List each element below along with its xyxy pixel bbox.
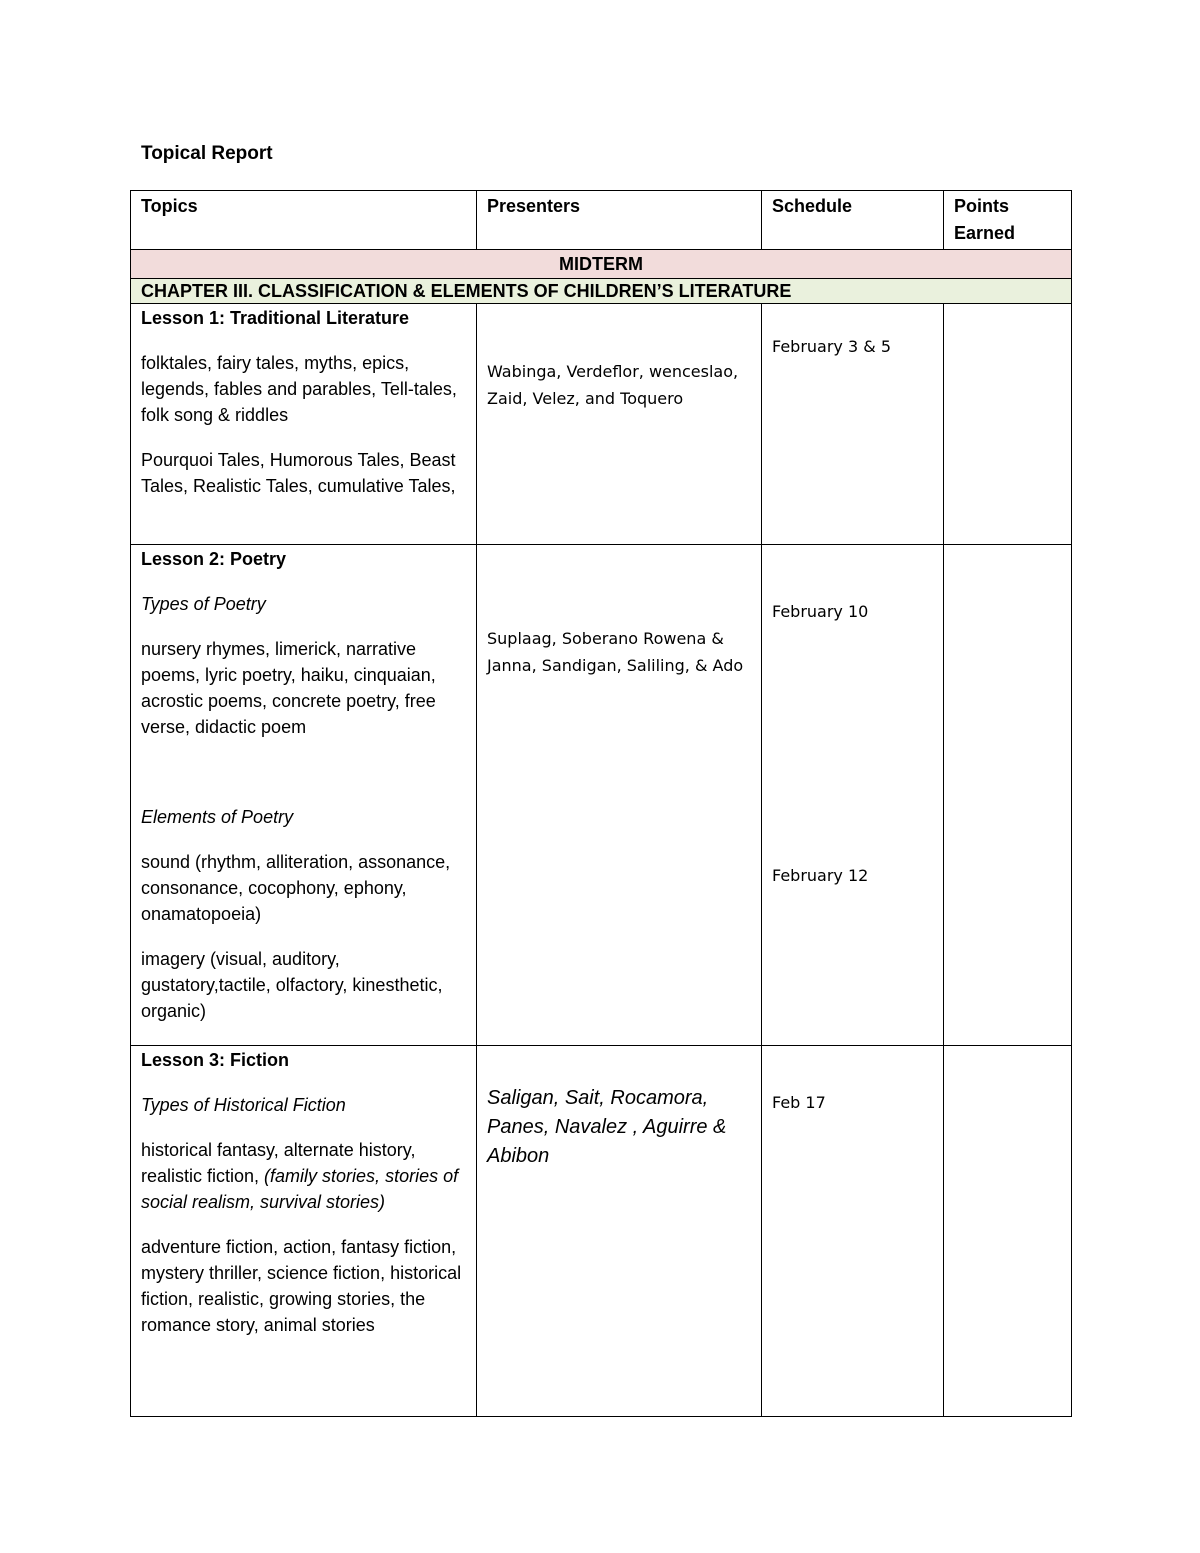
schedule-text: February 3 & 5	[772, 337, 891, 356]
presenters-cell	[477, 545, 762, 1046]
schedule-cell	[762, 1046, 944, 1417]
points-cell	[944, 1046, 1072, 1417]
topic-text: nursery rhymes, limerick, narrative poems, lyric poetry, haiku, cinquaian, acrostic poems, concrete poetry, free verse, didactic poem	[141, 639, 436, 737]
table-row	[131, 1046, 1072, 1417]
term-label: MIDTERM	[131, 250, 1072, 279]
topical-report-table	[130, 190, 1072, 1417]
subheading: Elements of Poetry	[141, 807, 294, 827]
header-topics: Topics	[131, 191, 477, 250]
chapter-label: CHAPTER III. CLASSIFICATION & ELEMENTS OF CHILDREN’S LITERATURE	[131, 279, 1072, 304]
term-row	[131, 250, 1072, 279]
topic-text: adventure fiction, action, fantasy fiction, mystery thriller, science fiction, historical fiction, realistic, growing stories, the romance story, animal stories	[141, 1237, 462, 1335]
presenters-text: Wabinga, Verdeflor, wenceslao, Zaid, Velez, and Toquero	[487, 362, 739, 408]
presenters-text: Suplaag, Soberano Rowena & Janna, Sandigan, Saliling, & Ado	[487, 629, 744, 675]
schedule-cell	[762, 545, 944, 1046]
presenters-text: Saligan, Sait, Rocamora, Panes, Navalez , Aguirre & Abibon	[487, 1087, 727, 1167]
lesson-title: Lesson 3: Fiction	[141, 1050, 290, 1070]
lesson-title: Lesson 2: Poetry	[141, 549, 287, 569]
lesson-topics-cell	[131, 1046, 477, 1417]
topic-text: sound (rhythm, alliteration, assonance, consonance, cocophony, ephony, onamatopoeia)	[141, 852, 451, 924]
chapter-row	[131, 279, 1072, 304]
topic-text: imagery (visual, auditory, gustatory,tactile, olfactory, kinesthetic, organic)	[141, 949, 443, 1021]
topic-text-italic: (family stories, stories of social realism, survival stories)	[141, 1166, 459, 1212]
header-presenters: Presenters	[477, 191, 762, 250]
points-cell	[944, 304, 1072, 545]
schedule-text: February 12	[772, 866, 869, 885]
schedule-cell	[762, 304, 944, 545]
header-schedule: Schedule	[762, 191, 944, 250]
lesson-topics-cell	[131, 304, 477, 545]
subheading: Types of Poetry	[141, 594, 266, 614]
topic-text: Pourquoi Tales, Humorous Tales, Beast Tales, Realistic Tales, cumulative Tales,	[141, 450, 456, 496]
table-row	[131, 545, 1072, 1046]
lesson-topics-cell	[131, 545, 477, 1046]
lesson-title: Lesson 1: Traditional Literature	[141, 308, 410, 328]
schedule-text: February 10	[772, 602, 869, 621]
points-cell	[944, 545, 1072, 1046]
presenters-cell	[477, 304, 762, 545]
subheading: Types of Historical Fiction	[141, 1095, 346, 1115]
topic-text-plain: historical fantasy, alternate history, realistic fiction,	[141, 1140, 416, 1186]
page-title: Topical Report	[141, 143, 273, 164]
header-row	[131, 191, 1072, 250]
topic-text	[141, 1137, 466, 1215]
presenters-cell	[477, 1046, 762, 1417]
table-row	[131, 304, 1072, 545]
topic-text: folktales, fairy tales, myths, epics, legends, fables and parables, Tell-tales, folk song & riddles	[141, 353, 457, 425]
header-points-earned: Points Earned	[944, 191, 1072, 250]
schedule-text: Feb 17	[772, 1093, 826, 1112]
